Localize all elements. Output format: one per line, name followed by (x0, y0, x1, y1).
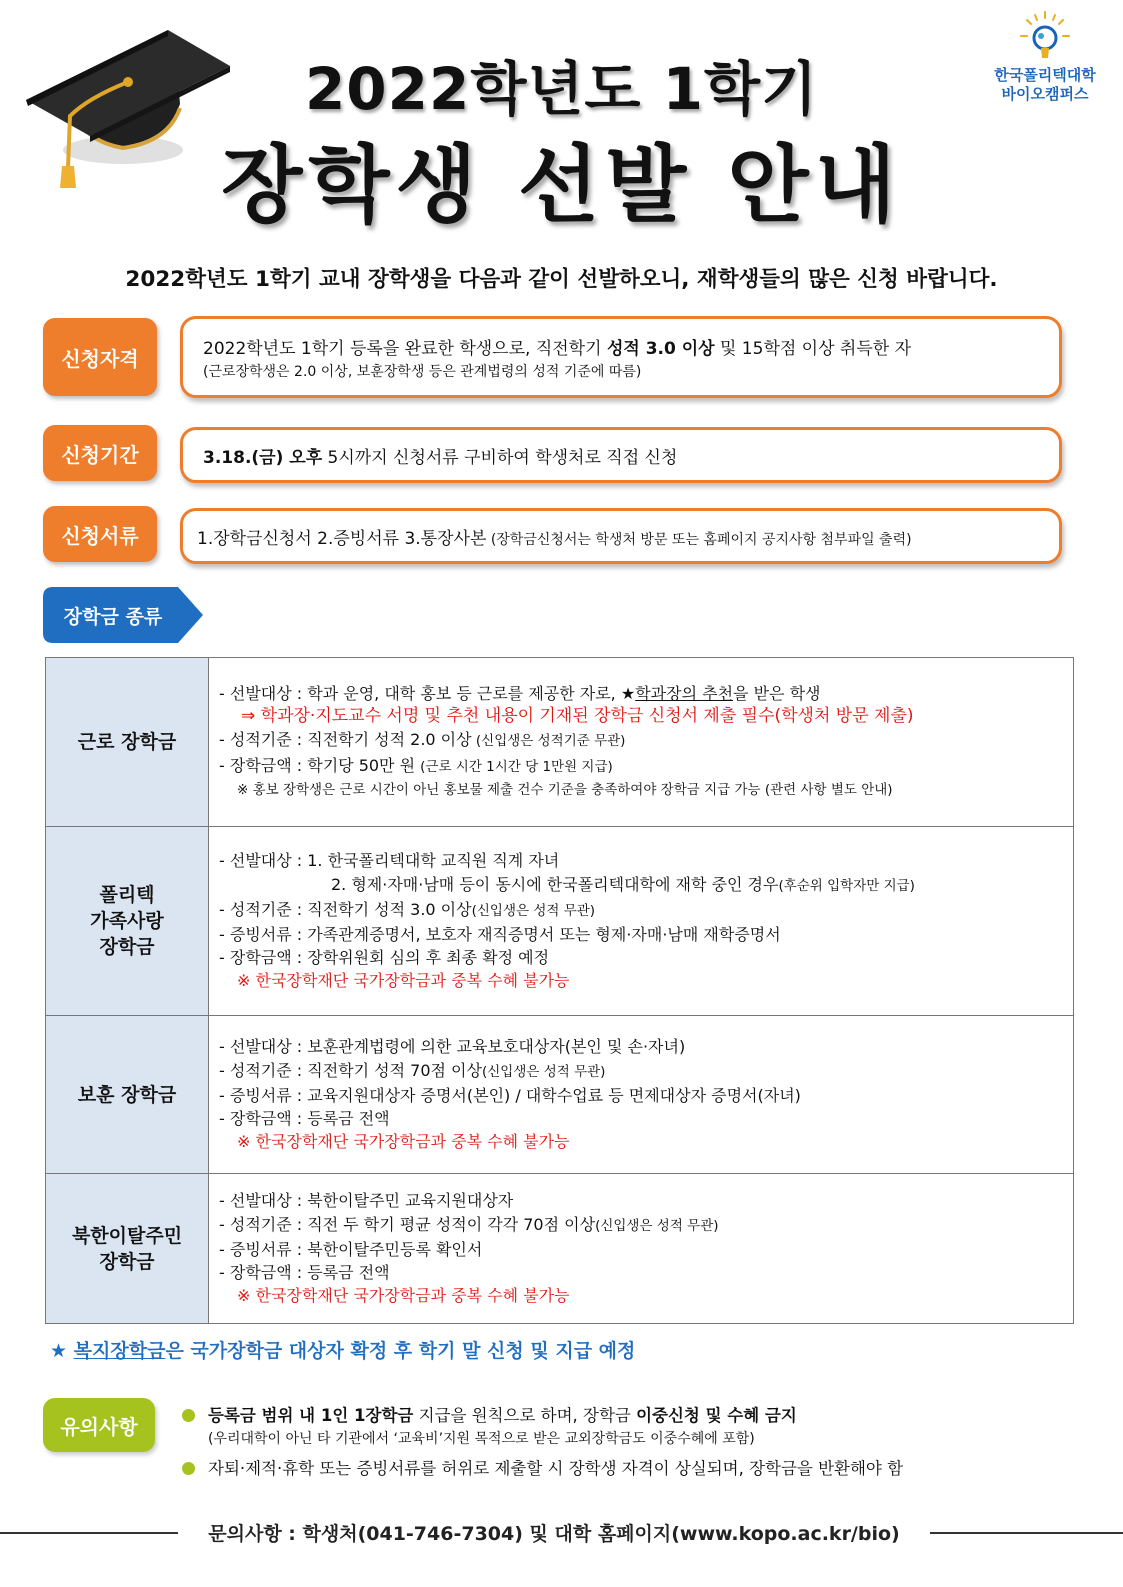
table-row (46, 1174, 1074, 1324)
veterans-warn: ※ 한국장학재단 국가장학금과 중복 수혜 불가능 (237, 1132, 570, 1152)
work-amount: - 장학금액 : 학기당 50만 원 (219, 755, 421, 775)
defector-scholarship-name (46, 1174, 209, 1324)
table-row (46, 827, 1074, 1016)
bullet-icon (182, 1409, 195, 1422)
eligibility-label: 신청자격 (43, 318, 157, 396)
period-date-bold: 3.18.(금) 오후 (203, 447, 323, 468)
note-1 (208, 1402, 797, 1426)
defector-scholarship-desc (209, 1174, 1074, 1324)
documents-label: 신청서류 (43, 506, 157, 562)
veterans-amount: - 장학금액 : 등록금 전액 (219, 1109, 390, 1129)
college-logo (982, 10, 1108, 120)
family-name-line3: 장학금 (99, 936, 155, 958)
work-scholarship-name: 근로 장학금 (46, 658, 209, 827)
family-name-line2: 가족사랑 (90, 910, 164, 932)
family-target2: 2. 형제·자매·남매 등이 동시에 한국폴리텍대학에 재학 중인 경우 (331, 874, 779, 894)
welfare-star: ★ (50, 1340, 74, 1362)
family-grade-small: (신입생은 성적 무관) (471, 902, 596, 919)
table-row (46, 1016, 1074, 1174)
scholarship-types-tag (43, 587, 203, 643)
work-target-underline: 학과장의 추천 (635, 683, 734, 703)
eligibility-subnote: (근로장학생은 2.0 이상, 보훈장학생 등은 관계법령의 성적 기준에 따름) (203, 363, 642, 380)
note-1-sub: (우리대학이 아닌 타 기관에서 ‘교육비’지원 목적으로 받은 교외장학금도 이중수혜에 포함) (208, 1431, 755, 1447)
welfare-underline: 복지장학금 (73, 1340, 166, 1362)
bullet-icon (182, 1462, 195, 1475)
veterans-target: - 선발대상 : 보훈관계법령에 의한 교육보호대상자(본인 및 손·자녀) (219, 1037, 686, 1057)
work-target-pre: - 선발대상 : 학과 운영, 대학 홍보 등 근로를 제공한 자로, ★ (219, 683, 636, 703)
work-arrow-note: ⇒ 학과장·지도교수 서명 및 추천 내용이 기재된 장학금 신청서 제출 필수(학생처 방문 제출) (241, 706, 914, 727)
family-name-line1: 폴리텍 (99, 884, 155, 906)
work-note: ※ 홍보 장학생은 근로 시간이 아닌 홍보물 제출 건수 기준을 충족하여야 장학금 지급 가능 (관련 사항 별도 안내) (237, 781, 893, 798)
footer-divider-left (0, 1532, 178, 1534)
footer-divider-right (930, 1532, 1123, 1534)
defector-name-line1: 북한이탈주민 (71, 1224, 183, 1247)
work-grade-small: (신입생은 성적기준 무관) (471, 733, 626, 750)
eligibility-text-post: 및 15학점 이상 취득한 자 (714, 338, 912, 359)
family-warn: ※ 한국장학재단 국가장학금과 중복 수혜 불가능 (237, 971, 570, 991)
work-grade: - 성적기준 : 직전학기 성적 2.0 이상 (219, 730, 472, 750)
welfare-text: 은 국가장학금 대상자 확정 후 학기 말 신청 및 지급 예정 (165, 1340, 636, 1362)
defector-target: - 선발대상 : 북한이탈주민 교육지원대상자 (219, 1191, 514, 1211)
eligibility-box (180, 316, 1062, 398)
work-amount-small: (근로 시간 1시간 당 1만원 지급) (420, 758, 613, 775)
veterans-grade: - 성적기준 : 직전학기 성적 70점 이상 (219, 1060, 482, 1080)
intro-text: 2022학년도 1학기 교내 장학생을 다음과 같이 선발하오니, 재학생들의 많은 신청 바랍니다. (125, 267, 998, 292)
eligibility-grade-bold: 성적 3.0 이상 (606, 338, 715, 359)
scholarship-table (45, 657, 1074, 1324)
veterans-grade-small: (신입생은 성적 무관) (481, 1063, 606, 1080)
table-row (46, 658, 1074, 827)
documents-text: 1.장학금신청서 2.증빙서류 3.통장사본 (197, 528, 487, 549)
logo-line2: 바이오캠퍼스 (1001, 85, 1089, 103)
footer-contact: 문의사항 : 학생처(041-746-7304) 및 대학 홈페이지(www.kopo.ac.kr/bio) (208, 1523, 900, 1545)
veterans-docs: - 증빙서류 : 교육지원대상자 증명서(본인) / 대학수업료 등 면제대상자 증명서(자녀) (219, 1085, 801, 1105)
period-box (180, 427, 1062, 483)
eligibility-text-pre: 2022학년도 1학기 등록을 완료한 학생으로, 직전학기 (203, 338, 607, 359)
period-text: 5시까지 신청서류 구비하여 학생처로 직접 신청 (322, 447, 678, 468)
note1-mid: 지급을 원칙으로 하며, 장학금 (413, 1406, 637, 1425)
documents-small: (장학금신청서는 학생처 방문 또는 홈페이지 공지사항 첨부파일 출력) (486, 531, 912, 548)
family-grade: - 성적기준 : 직전학기 성적 3.0 이상 (219, 899, 472, 919)
defector-name-line2: 장학금 (99, 1250, 155, 1273)
defector-grade: - 성적기준 : 직전 두 학기 평균 성적이 각각 70점 이상 (219, 1214, 596, 1234)
logo-line1: 한국폴리텍대학 (994, 66, 1096, 84)
family-docs: - 증빙서류 : 가족관계증명서, 보호자 재직증명서 또는 형제·자매·남매 재학증명서 (219, 925, 781, 944)
family-amount: - 장학금액 : 장학위원회 심의 후 최종 확정 예정 (219, 948, 550, 968)
veterans-scholarship-desc (209, 1016, 1074, 1174)
work-target-post: 을 받은 학생 (733, 683, 821, 703)
note1-bold2: 이중신청 및 수혜 금지 (636, 1406, 797, 1425)
defector-docs: - 증빙서류 : 북한이탈주민등록 확인서 (219, 1239, 483, 1259)
work-scholarship-desc (209, 658, 1074, 827)
period-label: 신청기간 (43, 425, 157, 481)
family-target1: - 선발대상 : 1. 한국폴리텍대학 교직원 직계 자녀 (219, 851, 560, 871)
family-scholarship-name (46, 827, 209, 1016)
note1-bold1: 등록금 범위 내 1인 1장학금 (208, 1406, 414, 1425)
page-title-line1: 2022학년도 1학기 (304, 55, 819, 123)
documents-box (180, 508, 1062, 564)
scholarship-types-label: 장학금 종류 (63, 605, 163, 628)
welfare-notice (50, 1336, 635, 1363)
bulb-logo-icon (1017, 10, 1073, 66)
note-2: 자퇴·제적·휴학 또는 증빙서류를 허위로 제출할 시 장학생 자격이 상실되며, 장학금을 반환해야 함 (208, 1459, 904, 1478)
family-scholarship-desc (209, 827, 1074, 1016)
page-title-line2: 장학생 선발 안내 (221, 136, 902, 234)
defector-amount: - 장학금액 : 등록금 전액 (219, 1263, 390, 1283)
family-target2-small: (후순위 입학자만 지급) (778, 877, 915, 894)
defector-grade-small: (신입생은 성적 무관) (595, 1217, 719, 1234)
defector-warn: ※ 한국장학재단 국가장학금과 중복 수혜 불가능 (237, 1286, 570, 1306)
veterans-scholarship-name: 보훈 장학금 (46, 1016, 209, 1174)
notes-label: 유의사항 (43, 1398, 155, 1452)
